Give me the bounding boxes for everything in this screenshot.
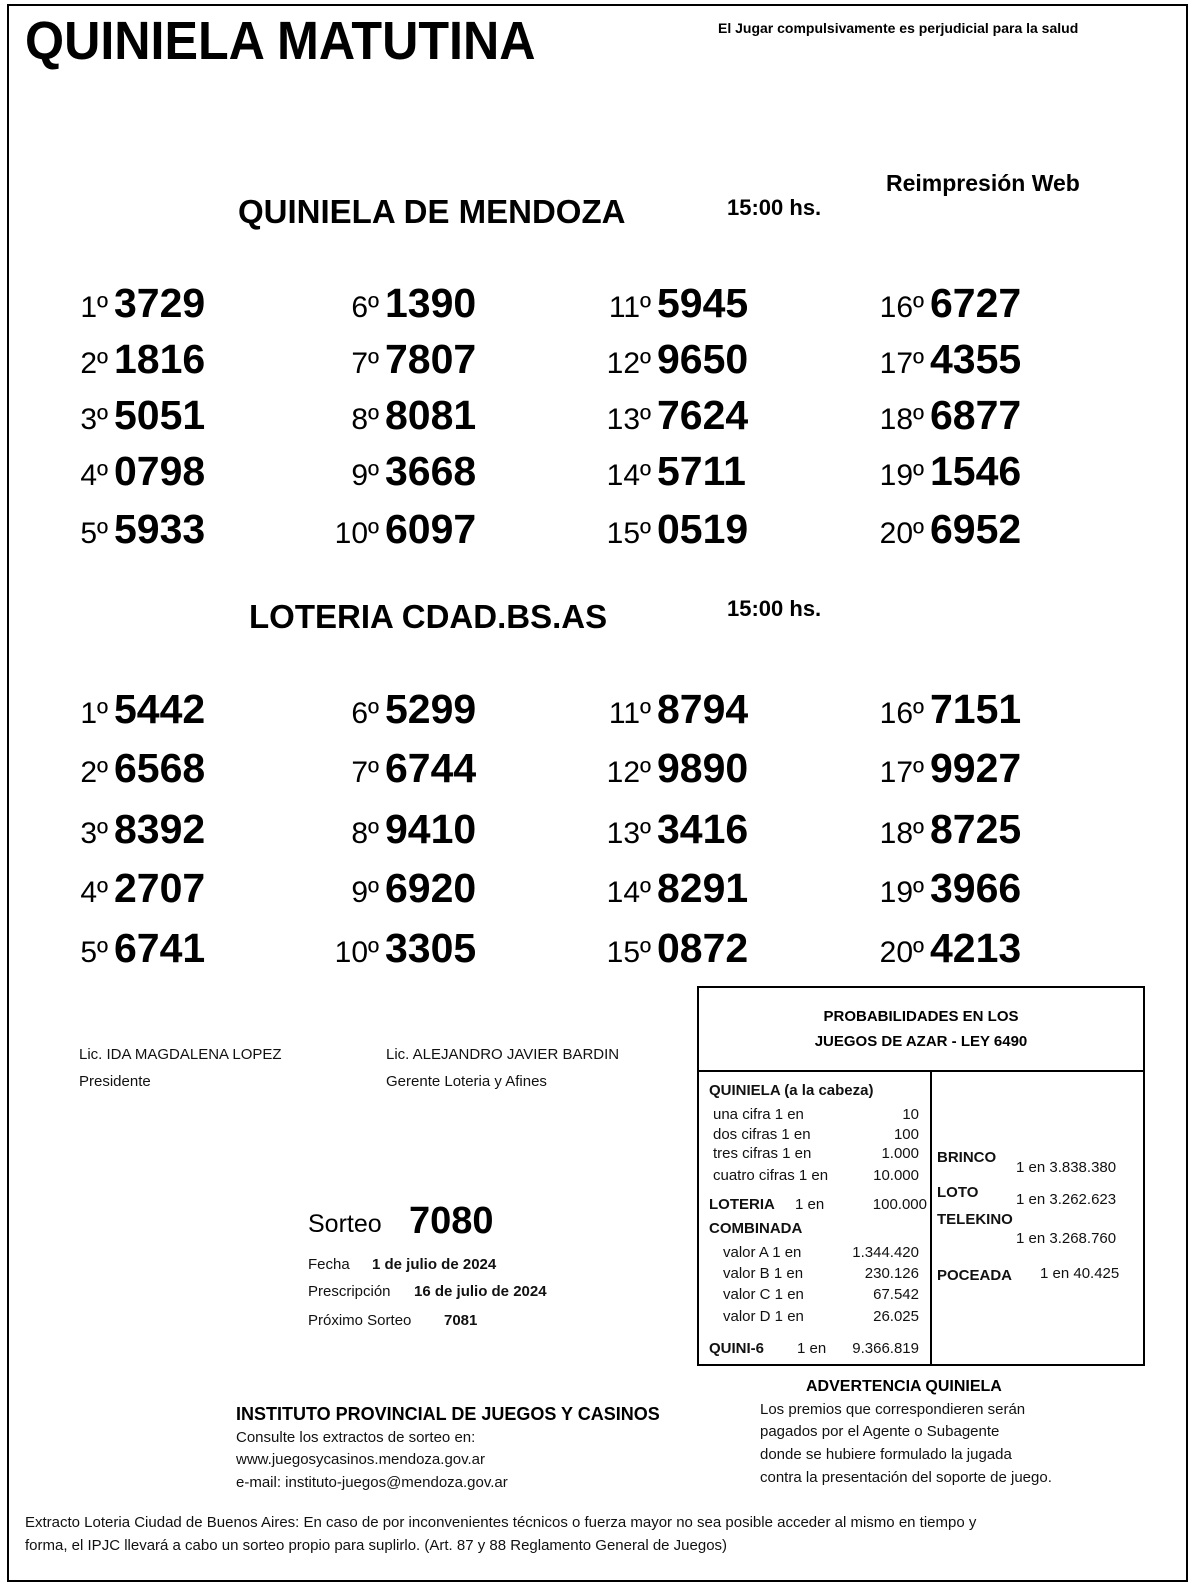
result-number: 0798 [114, 448, 206, 494]
probabilities-title-line2: JUEGOS DE AZAR - LEY 6490 [814, 1033, 1028, 1050]
quiniela-prob-label: cuatro cifras 1 en [713, 1167, 829, 1184]
draw-result [591, 392, 748, 439]
result-position: 5º [80, 517, 108, 550]
result-position: 13º [606, 403, 651, 436]
quiniela-prob-value: 100 [893, 1126, 919, 1143]
result-number: 6877 [930, 392, 1022, 438]
loto-label: LOTO [937, 1184, 979, 1201]
probabilities-header [699, 988, 1143, 1072]
draw-result [48, 448, 205, 495]
result-number: 5299 [385, 686, 477, 732]
result-number: 3668 [385, 448, 477, 494]
fecha-label: Fecha [308, 1256, 350, 1273]
result-position: 19º [879, 459, 924, 492]
quini6-en: 1 en [797, 1340, 827, 1357]
result-number: 1816 [114, 336, 206, 382]
combinada-title: COMBINADA [709, 1220, 803, 1237]
quini6-value: 9.366.819 [852, 1340, 919, 1357]
combinada-label: valor D 1 en [723, 1308, 804, 1325]
institute-line: Consulte los extractos de sorteo en: [236, 1429, 476, 1446]
draw-result [319, 506, 476, 553]
draw-result [48, 865, 205, 912]
result-position: 7º [351, 347, 379, 380]
result-number: 5711 [657, 448, 746, 494]
result-number: 2707 [114, 865, 206, 911]
result-number: 6097 [385, 506, 477, 552]
telekino-label: TELEKINO [937, 1211, 1013, 1228]
draw-result [319, 925, 476, 972]
draw-result [591, 506, 748, 553]
draw-result [864, 448, 1021, 495]
loto-value: 1 en 3.262.623 [1016, 1191, 1117, 1208]
result-position: 15º [606, 936, 651, 969]
institute-website[interactable]: www.juegosycasinos.mendoza.gov.ar [236, 1451, 486, 1468]
result-number: 3305 [385, 925, 477, 971]
result-position: 16º [879, 697, 924, 730]
brinco-label: BRINCO [937, 1149, 997, 1166]
draw-result [48, 506, 205, 553]
result-number: 8291 [657, 865, 749, 911]
result-position: 4º [80, 876, 108, 909]
footer-line: Extracto Loteria Ciudad de Buenos Aires: En caso de por inconvenientes técnicos o fuerza mayor no sea posible acceder al mismo en tiempo y [25, 1514, 977, 1531]
draw-result [864, 280, 1021, 327]
result-position: 8º [351, 817, 379, 850]
result-number: 5933 [114, 506, 206, 552]
result-position: 1º [80, 291, 108, 324]
result-number: 6741 [114, 925, 206, 971]
probabilities-divider [930, 1072, 932, 1364]
draw-result [591, 865, 748, 912]
poceada-value: 1 en 40.425 [1040, 1265, 1120, 1282]
result-position: 9º [351, 876, 379, 909]
result-number: 0519 [657, 506, 749, 552]
result-number: 3729 [114, 280, 206, 326]
draw-result [591, 806, 748, 853]
result-position: 18º [879, 403, 924, 436]
result-position: 5º [80, 936, 108, 969]
probabilities-title-line1: PROBABILIDADES EN LOS [823, 1008, 1019, 1025]
fecha-value: 1 de julio de 2024 [372, 1256, 497, 1273]
page-title: QUINIELA MATUTINA [25, 11, 536, 71]
result-position: 6º [351, 697, 379, 730]
prescripcion-label: Prescripción [308, 1283, 391, 1300]
draw-result [319, 280, 476, 327]
draw-result [591, 448, 746, 495]
draw-result [591, 280, 748, 327]
result-number: 7624 [657, 392, 749, 438]
result-position: 7º [351, 756, 379, 789]
sorteo-number: 7080 [409, 1200, 494, 1242]
draw-result [864, 336, 1021, 383]
result-position: 17º [879, 756, 924, 789]
draw-result [48, 686, 205, 733]
quiniela-prob-value: 10.000 [873, 1167, 919, 1184]
draw-result [591, 336, 748, 383]
footer-line: forma, el IPJC llevará a cabo un sorteo propio para suplirlo. (Art. 87 y 88 Reglamento General de Juegos) [25, 1537, 728, 1554]
result-number: 6568 [114, 745, 206, 791]
draw-result [48, 806, 205, 853]
result-position: 11º [608, 697, 651, 730]
draw-result [48, 745, 205, 792]
combinada-value: 67.542 [873, 1286, 919, 1303]
health-warning: El Jugar compulsivamente es perjudicial para la salud [718, 20, 1079, 36]
result-position: 2º [80, 347, 108, 380]
draw-result [319, 336, 476, 383]
advertencia-line: donde se hubiere formulado la jugada [760, 1446, 1012, 1463]
result-position: 6º [351, 291, 379, 324]
signature-name: Lic. IDA MAGDALENA LOPEZ [79, 1046, 282, 1063]
result-number: 3416 [657, 806, 749, 852]
loteria-prob-en: 1 en [795, 1196, 825, 1213]
result-number: 6744 [385, 745, 477, 791]
result-number: 1390 [385, 280, 477, 326]
draw-result [48, 392, 205, 439]
result-number: 9650 [657, 336, 749, 382]
signature-name: Lic. ALEJANDRO JAVIER BARDIN [386, 1046, 620, 1063]
draw-result [48, 336, 205, 383]
combinada-label: valor A 1 en [723, 1244, 802, 1261]
result-position: 1º [80, 697, 108, 730]
result-number: 4213 [930, 925, 1022, 971]
result-position: 4º [80, 459, 108, 492]
result-position: 15º [606, 517, 651, 550]
combinada-value: 26.025 [873, 1308, 919, 1325]
result-number: 8081 [385, 392, 477, 438]
section-title-mendoza: QUINIELA DE MENDOZA [238, 193, 626, 230]
result-number: 6727 [930, 280, 1022, 326]
signature-role: Presidente [79, 1073, 151, 1090]
draw-result [319, 448, 476, 495]
result-number: 3966 [930, 865, 1022, 911]
quiniela-prob-label: dos cifras 1 en [713, 1126, 811, 1143]
draw-result [319, 392, 476, 439]
draw-result [864, 745, 1021, 792]
result-position: 9º [351, 459, 379, 492]
draw-result [591, 686, 748, 733]
result-position: 19º [879, 876, 924, 909]
combinada-label: valor B 1 en [723, 1265, 804, 1282]
result-position: 12º [606, 756, 651, 789]
draw-result [864, 686, 1021, 733]
draw-result [864, 392, 1021, 439]
combinada-value: 230.126 [864, 1265, 919, 1282]
result-position: 18º [879, 817, 924, 850]
draw-result [319, 806, 476, 853]
result-position: 16º [879, 291, 924, 324]
draw-result [319, 686, 476, 733]
institute-email[interactable]: e-mail: instituto-juegos@mendoza.gov.ar [236, 1474, 508, 1491]
result-number: 0872 [657, 925, 749, 971]
result-number: 8725 [930, 806, 1022, 852]
result-number: 4355 [930, 336, 1022, 382]
reprint-label: Reimpresión Web [886, 170, 1080, 196]
quiniela-prob-value: 10 [902, 1106, 919, 1123]
quini6-label: QUINI-6 [709, 1340, 765, 1357]
prescripcion-value: 16 de julio de 2024 [414, 1283, 547, 1300]
draw-result [864, 806, 1021, 853]
result-number: 6920 [385, 865, 477, 911]
advertencia-line: pagados por el Agente o Subagente [760, 1423, 1000, 1440]
result-position: 13º [606, 817, 651, 850]
telekino-value: 1 en 3.268.760 [1016, 1230, 1117, 1247]
brinco-value: 1 en 3.838.380 [1016, 1159, 1117, 1176]
result-number: 9410 [385, 806, 477, 852]
draw-result [864, 925, 1021, 972]
result-number: 9927 [930, 745, 1022, 791]
signature-role: Gerente Loteria y Afines [386, 1073, 547, 1090]
quiniela-prob-value: 1.000 [881, 1145, 919, 1162]
result-number: 6952 [930, 506, 1022, 552]
result-number: 8794 [657, 686, 749, 732]
quiniela-prob-label: tres cifras 1 en [713, 1145, 812, 1162]
result-number: 5945 [657, 280, 749, 326]
result-position: 20º [879, 936, 924, 969]
section-time-mendoza: 15:00 hs. [727, 195, 822, 220]
poceada-label: POCEADA [937, 1267, 1013, 1284]
result-number: 8392 [114, 806, 206, 852]
draw-result [319, 865, 476, 912]
result-position: 12º [606, 347, 651, 380]
quiniela-prob-title: QUINIELA (a la cabeza) [709, 1082, 874, 1099]
result-number: 9890 [657, 745, 749, 791]
result-position: 3º [80, 817, 108, 850]
result-position: 10º [334, 936, 379, 969]
result-number: 5442 [114, 686, 206, 732]
result-position: 8º [351, 403, 379, 436]
result-number: 5051 [114, 392, 206, 438]
sorteo-label: Sorteo [308, 1210, 382, 1238]
proximo-value: 7081 [444, 1312, 478, 1329]
result-position: 10º [334, 517, 379, 550]
proximo-label: Próximo Sorteo [308, 1312, 412, 1329]
result-position: 14º [606, 459, 651, 492]
draw-result [48, 925, 205, 972]
result-number: 7807 [385, 336, 477, 382]
quiniela-prob-label: una cifra 1 en [713, 1106, 804, 1123]
draw-result [591, 745, 748, 792]
result-number: 1546 [930, 448, 1022, 494]
result-position: 11º [608, 291, 651, 324]
draw-result [864, 865, 1021, 912]
advertencia-title: ADVERTENCIA QUINIELA [806, 1378, 1002, 1395]
loteria-prob-value: 100.000 [872, 1196, 927, 1213]
result-number: 7151 [930, 686, 1022, 732]
result-position: 3º [80, 403, 108, 436]
loteria-prob-label: LOTERIA [709, 1196, 775, 1213]
advertencia-line: Los premios que correspondieren serán [760, 1401, 1026, 1418]
draw-result [48, 280, 205, 327]
section-time-loteria: 15:00 hs. [727, 596, 822, 621]
result-position: 14º [606, 876, 651, 909]
institute-name: INSTITUTO PROVINCIAL DE JUEGOS Y CASINOS [236, 1404, 660, 1424]
section-title-loteria: LOTERIA CDAD.BS.AS [249, 598, 608, 635]
draw-result [591, 925, 748, 972]
draw-result [319, 745, 476, 792]
result-position: 2º [80, 756, 108, 789]
result-position: 17º [879, 347, 924, 380]
advertencia-line: contra la presentación del soporte de juego. [760, 1469, 1052, 1486]
probabilities-box [697, 986, 1145, 1366]
combinada-value: 1.344.420 [852, 1244, 919, 1261]
combinada-label: valor C 1 en [723, 1286, 804, 1303]
draw-result [864, 506, 1021, 553]
result-position: 20º [879, 517, 924, 550]
